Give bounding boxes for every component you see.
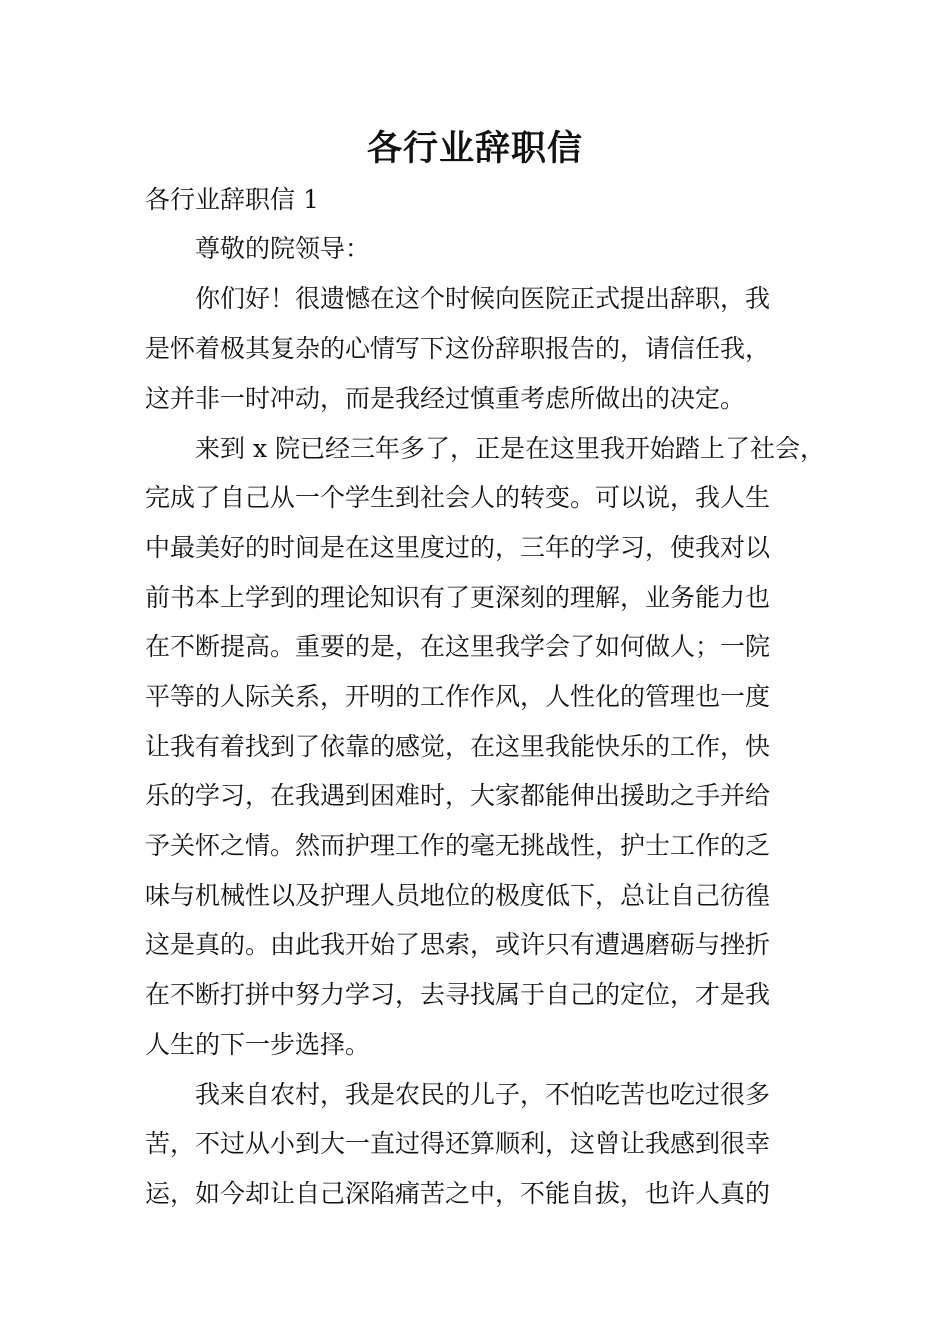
letter-heading: 各行业辞职信 1	[145, 185, 319, 214]
paragraph-line: 乐的学习，在我遇到困难时，大家都能伸出援助之手并给	[145, 781, 771, 810]
document-title: 各行业辞职信	[366, 129, 583, 169]
paragraph-line: 让我有着找到了依靠的感觉，在这里我能快乐的工作，快	[145, 732, 771, 761]
paragraph-line: 这是真的。由此我开始了思索，或许只有遭遇磨砺与挫折	[145, 930, 771, 959]
paragraph-line: 予关怀之情。然而护理工作的毫无挑战性，护士工作的乏	[145, 831, 771, 860]
paragraph-line: 前书本上学到的理论知识有了更深刻的理解，业务能力也	[145, 583, 771, 612]
paragraph-line: 中最美好的时间是在这里度过的，三年的学习，使我对以	[145, 533, 771, 562]
paragraph-line: 在不断提高。重要的是，在这里我学会了如何做人；一院	[145, 632, 771, 661]
paragraph-line: 人生的下一步选择。	[145, 1030, 371, 1059]
paragraph-line: 这并非一时冲动，而是我经过慎重考虑所做出的决定。	[145, 384, 746, 413]
paragraph-line: 味与机械性以及护理人员地位的极度低下，总让自己彷徨	[145, 881, 771, 910]
paragraph-line: 我来自农村，我是农民的儿子，不怕吃苦也吃过很多	[195, 1080, 771, 1109]
paragraph-line: 苦，不过从小到大一直过得还算顺利，这曾让我感到很幸	[145, 1129, 771, 1158]
paragraph-line: 运，如今却让自己深陷痛苦之中，不能自拔，也许人真的	[145, 1179, 771, 1208]
paragraph-line: 在不断打拼中努力学习，去寻找属于自己的定位，才是我	[145, 980, 771, 1009]
paragraph-line: 完成了自己从一个学生到社会人的转变。可以说，我人生	[145, 483, 771, 512]
paragraph-line: 是怀着极其复杂的心情写下这份辞职报告的，请信任我，	[145, 334, 771, 363]
paragraph-line: 来到 x 院已经三年多了，正是在这里我开始踏上了社会，	[195, 434, 825, 463]
salutation: 尊敬的院领导：	[195, 234, 371, 263]
paragraph-line: 平等的人际关系，开明的工作作风，人性化的管理也一度	[145, 682, 771, 711]
paragraph-line: 你们好！很遗憾在这个时候向医院正式提出辞职，我	[195, 284, 771, 313]
